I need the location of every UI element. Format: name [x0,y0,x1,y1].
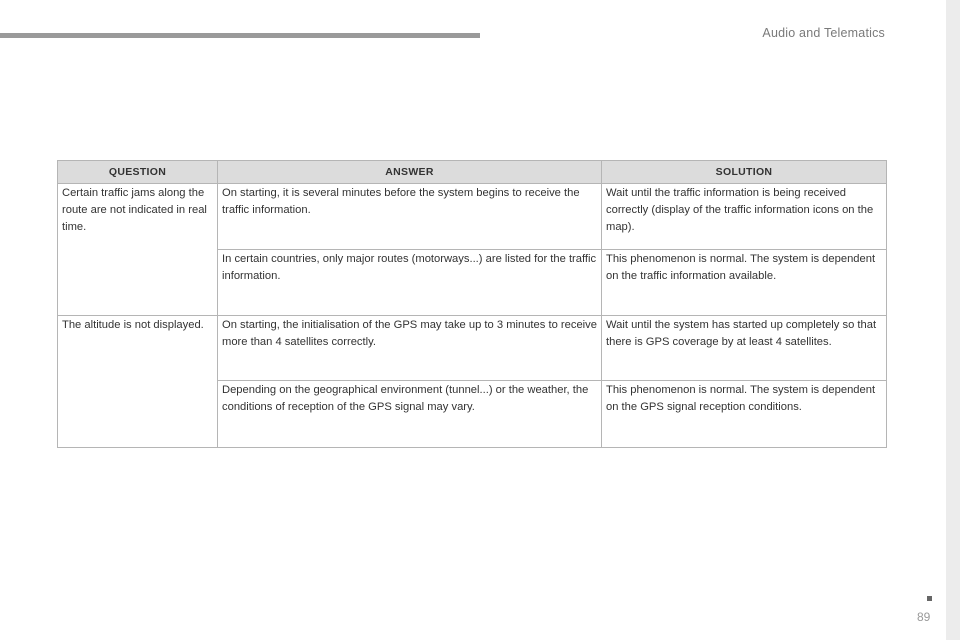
column-header-question: QUESTION [58,161,218,184]
table-header-row [58,161,887,184]
answer-cell: On starting, the initialisation of the GPS may take up to 3 minutes to receive more than 4 satellites correctly. [218,316,602,381]
page-marker-square [927,596,932,601]
table-row [58,184,887,250]
troubleshooting-table [57,160,887,448]
answer-cell: Depending on the geographical environment (tunnel...) or the weather, the conditions of reception of the GPS signal may vary. [218,381,602,448]
solution-cell: Wait until the traffic information is being received correctly (display of the traffic information icons on the map). [602,184,887,250]
header-rule [0,33,480,38]
column-header-answer: ANSWER [218,161,602,184]
solution-cell: This phenomenon is normal. The system is dependent on the GPS signal reception conditions. [602,381,887,448]
question-cell: Certain traffic jams along the route are not indicated in real time. [58,184,218,316]
answer-cell: On starting, it is several minutes before the system begins to receive the traffic information. [218,184,602,250]
column-header-solution: SOLUTION [602,161,887,184]
table-row [58,316,887,381]
section-title: Audio and Telematics [762,26,885,40]
solution-cell: This phenomenon is normal. The system is dependent on the traffic information available. [602,250,887,316]
answer-cell: In certain countries, only major routes (motorways...) are listed for the traffic information. [218,250,602,316]
question-cell: The altitude is not displayed. [58,316,218,448]
page-margin-strip [946,0,960,640]
page-number: 89 [917,610,931,624]
solution-cell: Wait until the system has started up completely so that there is GPS coverage by at least 4 satellites. [602,316,887,381]
